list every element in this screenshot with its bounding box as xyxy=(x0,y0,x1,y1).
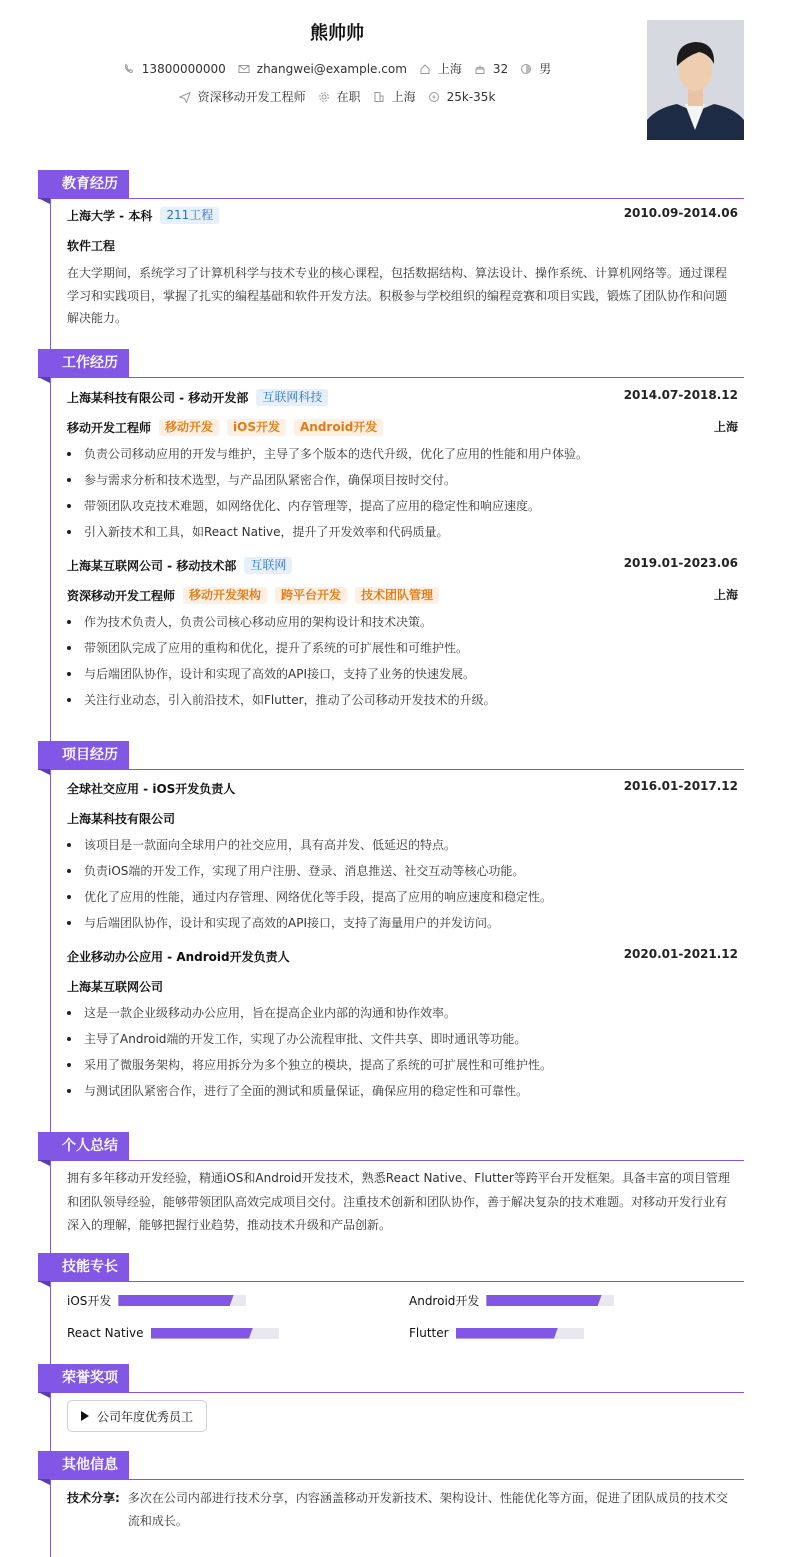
skill-bar xyxy=(151,1328,279,1339)
skill-item xyxy=(409,1292,614,1309)
profile-photo xyxy=(647,20,744,140)
list-item: 参与需求分析和技术选型，与产品团队紧密合作，确保项目按时交付。 xyxy=(67,467,738,493)
list-item: 负责iOS端的开发工作，实现了用户注册、登录、消息推送、社交互动等核心功能。 xyxy=(67,858,738,884)
list-item: 作为技术负责人，负责公司核心移动应用的架构设计和技术决策。 xyxy=(67,609,738,635)
other-info-text: 多次在公司内部进行技术分享，内容涵盖移动开发新技术、架构设计、性能优化等方面，促进了团队成员的技术交流和成长。 xyxy=(127,1491,728,1528)
work-period: 2019.01-2023.06 xyxy=(623,556,738,570)
work-bullets xyxy=(67,441,738,545)
target-city-text: 上海 xyxy=(391,90,416,104)
age-item xyxy=(474,62,508,76)
education-entry xyxy=(67,206,738,330)
list-item: 该项目是一款面向全球用户的社交应用，具有高并发、低延迟的特点。 xyxy=(67,832,738,858)
work-period: 2014.07-2018.12 xyxy=(623,388,738,402)
work-entry xyxy=(67,556,738,713)
position-item xyxy=(179,88,306,105)
skill-bar-fill xyxy=(456,1328,558,1339)
gender-item xyxy=(520,60,551,77)
home-icon xyxy=(419,63,431,75)
list-item: 负责公司移动应用的开发与维护，主导了多个版本的迭代升级，优化了应用的性能和用户体验。 xyxy=(67,441,738,467)
email-text[interactable]: zhangwei@example.com xyxy=(256,61,407,76)
section-fold xyxy=(38,198,50,204)
skill-item xyxy=(409,1326,584,1340)
company-name: 上海某互联网公司 - 移动技术部 xyxy=(67,558,237,573)
skill-tag: 跨平台开发 xyxy=(275,587,347,604)
section-fold xyxy=(38,377,50,383)
other-info-entry xyxy=(67,1487,738,1532)
project-name: 企业移动办公应用 - Android开发负责人 xyxy=(67,949,290,964)
section-fold xyxy=(38,1281,50,1287)
section-divider xyxy=(38,1392,744,1393)
list-item: 采用了微服务架构，将应用拆分为多个独立的模块，提高了系统的可扩展性和可维护性。 xyxy=(67,1052,738,1078)
work-location: 上海 xyxy=(713,588,738,602)
skill-name: React Native xyxy=(67,1326,144,1340)
list-item: 优化了应用的性能，通过内存管理、网络优化等手段，提高了应用的响应速度和稳定性。 xyxy=(67,884,738,910)
section-other xyxy=(38,1451,744,1479)
section-title: 教育经历 xyxy=(38,170,129,198)
avatar-portrait xyxy=(647,20,744,140)
project-bullets xyxy=(67,1000,738,1104)
summary-text: 拥有多年移动开发经验，精通iOS和Android开发技术，熟悉React Native、Flutter等跨平台开发框架。具备丰富的项目管理和团队领导经验，能够带领团队高效完成项目交付。注重技术创新和团队协作，善于解决复杂的技术难题。对移动开发行业有深入的理解，能够把握行业趋势，推动技术升级和产品创新。 xyxy=(67,1171,730,1232)
skill-name: Android开发 xyxy=(409,1294,480,1308)
skill-tag: 移动开发架构 xyxy=(183,587,267,604)
list-item: 带领团队攻克技术难题，如网络优化、内存管理等，提高了应用的稳定性和响应速度。 xyxy=(67,493,738,519)
skill-item xyxy=(67,1326,279,1340)
gender-icon xyxy=(520,63,532,75)
project-period: 2016.01-2017.12 xyxy=(623,779,738,793)
list-item: 主导了Android端的开发工作，实现了办公流程审批、文件共享、即时通讯等功能。 xyxy=(67,1026,738,1052)
contact-row xyxy=(0,60,674,77)
coin-icon xyxy=(428,91,440,103)
skill-bar-fill xyxy=(486,1295,601,1306)
section-divider xyxy=(38,377,744,378)
section-divider xyxy=(38,1160,744,1161)
work-location: 上海 xyxy=(713,420,738,434)
skill-tag: Android开发 xyxy=(294,419,383,436)
gear-icon xyxy=(318,91,330,103)
city-item xyxy=(419,60,462,77)
position-text: 资深移动开发工程师 xyxy=(197,90,306,104)
job-role: 资深移动开发工程师 xyxy=(67,588,176,603)
timeline-line xyxy=(50,190,51,1557)
section-projects xyxy=(38,741,744,769)
section-summary xyxy=(38,1132,744,1160)
school-tag: 211工程 xyxy=(160,207,219,224)
city-text: 上海 xyxy=(437,62,462,76)
cake-icon xyxy=(474,63,486,75)
resume-header xyxy=(0,0,794,150)
project-name: 全球社交应用 - iOS开发负责人 xyxy=(67,781,236,796)
school-name: 上海大学 - 本科 xyxy=(67,208,153,223)
section-title: 工作经历 xyxy=(38,349,129,377)
project-bullets xyxy=(67,832,738,936)
list-item: 这是一款企业级移动办公应用，旨在提高企业内部的沟通和协作效率。 xyxy=(67,1000,738,1026)
industry-tag: 互联网科技 xyxy=(256,389,328,406)
list-item: 关注行业动态，引入前沿技术，如Flutter，推动了公司移动开发技术的升级。 xyxy=(67,687,738,713)
section-title: 荣誉奖项 xyxy=(38,1364,129,1392)
section-fold xyxy=(38,1160,50,1166)
phone-item xyxy=(123,62,226,76)
skill-name: Flutter xyxy=(409,1326,449,1340)
phone-icon xyxy=(123,63,135,75)
section-education xyxy=(38,170,744,198)
work-entry xyxy=(67,388,738,545)
other-info-label: 技术分享: xyxy=(67,1491,120,1505)
skill-bar xyxy=(486,1295,614,1306)
list-item: 与测试团队紧密合作，进行了全面的测试和质量保证，确保应用的稳定性和可靠性。 xyxy=(67,1078,738,1104)
section-awards xyxy=(38,1364,744,1392)
section-divider xyxy=(38,1479,744,1480)
industry-tag: 互联网 xyxy=(244,557,292,574)
section-title: 项目经历 xyxy=(38,741,129,769)
skill-name: iOS开发 xyxy=(67,1294,112,1308)
project-company: 上海某科技有限公司 xyxy=(67,811,176,826)
project-period: 2020.01-2021.12 xyxy=(623,947,738,961)
status-item xyxy=(318,88,361,105)
mail-icon xyxy=(238,63,250,75)
email-item xyxy=(238,62,407,76)
candidate-name: 熊帅帅 xyxy=(310,23,364,44)
company-name: 上海某科技有限公司 - 移动开发部 xyxy=(67,390,249,405)
project-entry xyxy=(67,947,738,1104)
list-item: 与后端团队协作，设计和实现了高效的API接口，支持了海量用户的并发访问。 xyxy=(67,910,738,936)
send-icon xyxy=(179,91,191,103)
job-intent-row xyxy=(0,88,674,105)
target-city-item xyxy=(373,88,416,105)
section-title: 技能专长 xyxy=(38,1253,129,1281)
salary-item xyxy=(428,90,496,104)
work-bullets xyxy=(67,609,738,713)
education-description: 在大学期间，系统学习了计算机科学与技术专业的核心课程，包括数据结构、算法设计、操作系统、计算机网络等。通过课程学习和实践项目，掌握了扎实的编程基础和软件开发方法。积极参与学校组织的编程竞赛和项目实践，锻炼了团队协作和问题解决能力。 xyxy=(67,266,728,325)
section-divider xyxy=(38,198,744,199)
skill-tag: 移动开发 xyxy=(159,419,219,436)
gender-text: 男 xyxy=(539,62,552,76)
list-item: 引入新技术和工具，如React Native，提升了开发效率和代码质量。 xyxy=(67,519,738,545)
play-icon xyxy=(81,1411,89,1421)
project-entry xyxy=(67,779,738,936)
award-name: 公司年度优秀员工 xyxy=(97,1409,194,1424)
salary-text: 25k-35k xyxy=(446,89,496,104)
section-title: 其他信息 xyxy=(38,1451,129,1479)
major: 软件工程 xyxy=(67,238,116,253)
section-title: 个人总结 xyxy=(38,1132,129,1160)
status-text: 在职 xyxy=(336,90,361,104)
skill-bar xyxy=(118,1295,246,1306)
list-item: 带领团队完成了应用的重构和优化，提升了系统的可扩展性和可维护性。 xyxy=(67,635,738,661)
list-item: 与后端团队协作，设计和实现了高效的API接口，支持了业务的快速发展。 xyxy=(67,661,738,687)
skill-item xyxy=(67,1292,246,1309)
section-fold xyxy=(38,1392,50,1398)
section-divider xyxy=(38,769,744,770)
section-skills xyxy=(38,1253,744,1281)
section-divider xyxy=(38,1281,744,1282)
skill-bar xyxy=(456,1328,584,1339)
summary-block xyxy=(67,1167,738,1238)
age-text: 32 xyxy=(492,61,509,76)
project-company: 上海某互联网公司 xyxy=(67,979,164,994)
skill-bar-fill xyxy=(118,1295,233,1306)
phone-text[interactable]: 13800000000 xyxy=(141,61,226,76)
education-period: 2010.09-2014.06 xyxy=(623,206,738,220)
section-fold xyxy=(38,769,50,775)
skill-tag: iOS开发 xyxy=(227,419,286,436)
skill-tag: 技术团队管理 xyxy=(355,587,439,604)
skill-bar-fill xyxy=(151,1328,253,1339)
section-fold xyxy=(38,1479,50,1485)
award-chip[interactable] xyxy=(67,1400,207,1432)
job-role: 移动开发工程师 xyxy=(67,420,152,435)
building-icon xyxy=(373,91,385,103)
section-work xyxy=(38,349,744,377)
